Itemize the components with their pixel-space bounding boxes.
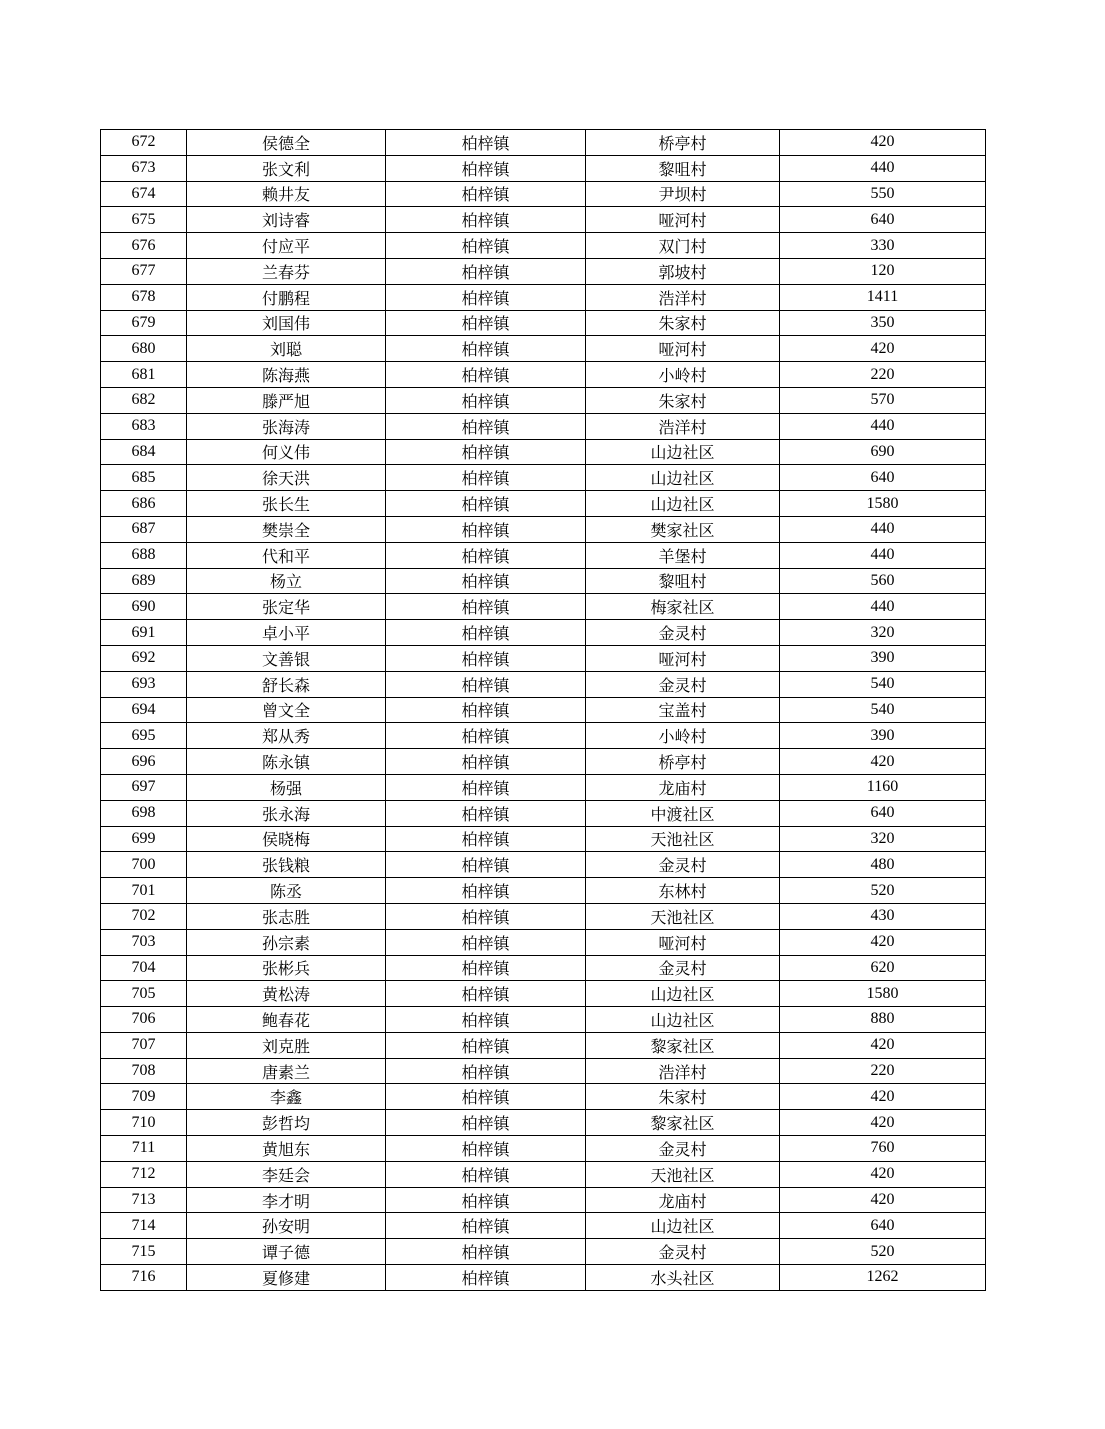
row-number: 708 — [101, 1058, 187, 1084]
row-number: 677 — [101, 258, 187, 284]
table-row — [101, 258, 986, 284]
village-name: 金灵村 — [586, 955, 780, 981]
village-name: 天池社区 — [586, 826, 780, 852]
amount-value: 440 — [780, 542, 986, 568]
table-row — [101, 568, 986, 594]
town-name: 柏梓镇 — [386, 284, 586, 310]
table-row — [101, 1058, 986, 1084]
village-name: 哑河村 — [586, 645, 780, 671]
table-row — [101, 1161, 986, 1187]
person-name: 谭子德 — [187, 1239, 386, 1265]
row-number: 676 — [101, 233, 187, 259]
village-name: 黎家社区 — [586, 1032, 780, 1058]
row-number: 698 — [101, 800, 187, 826]
person-name: 李廷会 — [187, 1161, 386, 1187]
town-name: 柏梓镇 — [386, 387, 586, 413]
table-row — [101, 1265, 986, 1291]
village-name: 尹坝村 — [586, 181, 780, 207]
town-name: 柏梓镇 — [386, 542, 586, 568]
town-name: 柏梓镇 — [386, 439, 586, 465]
table-row — [101, 362, 986, 388]
table-row — [101, 774, 986, 800]
row-number: 710 — [101, 1110, 187, 1136]
town-name: 柏梓镇 — [386, 878, 586, 904]
person-name: 滕严旭 — [187, 387, 386, 413]
town-name: 柏梓镇 — [386, 1136, 586, 1162]
table-row — [101, 749, 986, 775]
table-row — [101, 826, 986, 852]
row-number: 704 — [101, 955, 187, 981]
person-name: 陈永镇 — [187, 749, 386, 775]
table-row — [101, 1239, 986, 1265]
town-name: 柏梓镇 — [386, 1110, 586, 1136]
village-name: 浩洋村 — [586, 1058, 780, 1084]
person-name: 夏修建 — [187, 1265, 386, 1291]
village-name: 桥亭村 — [586, 130, 780, 156]
table-row — [101, 671, 986, 697]
person-name: 张定华 — [187, 594, 386, 620]
table-row — [101, 542, 986, 568]
row-number: 678 — [101, 284, 187, 310]
town-name: 柏梓镇 — [386, 1265, 586, 1291]
row-number: 695 — [101, 723, 187, 749]
town-name: 柏梓镇 — [386, 723, 586, 749]
amount-value: 390 — [780, 723, 986, 749]
amount-value: 320 — [780, 826, 986, 852]
amount-value: 640 — [780, 207, 986, 233]
village-name: 水头社区 — [586, 1265, 780, 1291]
table-row — [101, 723, 986, 749]
town-name: 柏梓镇 — [386, 310, 586, 336]
table-row — [101, 620, 986, 646]
amount-value: 560 — [780, 568, 986, 594]
person-name: 文善银 — [187, 645, 386, 671]
amount-value: 390 — [780, 645, 986, 671]
town-name: 柏梓镇 — [386, 645, 586, 671]
amount-value: 420 — [780, 1084, 986, 1110]
person-name: 付鹏程 — [187, 284, 386, 310]
town-name: 柏梓镇 — [386, 155, 586, 181]
table-row — [101, 645, 986, 671]
amount-value: 640 — [780, 1213, 986, 1239]
person-name: 孙安明 — [187, 1213, 386, 1239]
row-number: 680 — [101, 336, 187, 362]
amount-value: 420 — [780, 336, 986, 362]
village-name: 梅家社区 — [586, 594, 780, 620]
town-name: 柏梓镇 — [386, 1187, 586, 1213]
row-number: 703 — [101, 929, 187, 955]
amount-value: 480 — [780, 852, 986, 878]
row-number: 689 — [101, 568, 187, 594]
village-name: 黎咀村 — [586, 568, 780, 594]
table-row — [101, 387, 986, 413]
village-name: 双门村 — [586, 233, 780, 259]
amount-value: 1160 — [780, 774, 986, 800]
village-name: 浩洋村 — [586, 284, 780, 310]
row-number: 715 — [101, 1239, 187, 1265]
table-row — [101, 181, 986, 207]
table-row — [101, 465, 986, 491]
table-row — [101, 1213, 986, 1239]
person-name: 曾文全 — [187, 697, 386, 723]
row-number: 675 — [101, 207, 187, 233]
amount-value: 540 — [780, 671, 986, 697]
town-name: 柏梓镇 — [386, 594, 586, 620]
village-name: 桥亭村 — [586, 749, 780, 775]
table-row — [101, 852, 986, 878]
village-name: 黎家社区 — [586, 1110, 780, 1136]
village-name: 龙庙村 — [586, 1187, 780, 1213]
person-name: 付应平 — [187, 233, 386, 259]
row-number: 685 — [101, 465, 187, 491]
village-name: 小岭村 — [586, 362, 780, 388]
records-table-body — [101, 130, 986, 1291]
person-name: 李鑫 — [187, 1084, 386, 1110]
table-row — [101, 284, 986, 310]
row-number: 705 — [101, 981, 187, 1007]
town-name: 柏梓镇 — [386, 671, 586, 697]
table-row — [101, 310, 986, 336]
person-name: 张彬兵 — [187, 955, 386, 981]
town-name: 柏梓镇 — [386, 903, 586, 929]
person-name: 何义伟 — [187, 439, 386, 465]
amount-value: 430 — [780, 903, 986, 929]
amount-value: 1411 — [780, 284, 986, 310]
town-name: 柏梓镇 — [386, 1032, 586, 1058]
table-row — [101, 1007, 986, 1033]
row-number: 709 — [101, 1084, 187, 1110]
village-name: 山边社区 — [586, 491, 780, 517]
village-name: 山边社区 — [586, 465, 780, 491]
village-name: 金灵村 — [586, 1239, 780, 1265]
amount-value: 440 — [780, 155, 986, 181]
person-name: 刘克胜 — [187, 1032, 386, 1058]
village-name: 哑河村 — [586, 336, 780, 362]
table-row — [101, 697, 986, 723]
row-number: 688 — [101, 542, 187, 568]
amount-value: 350 — [780, 310, 986, 336]
person-name: 赖井友 — [187, 181, 386, 207]
row-number: 713 — [101, 1187, 187, 1213]
table-row — [101, 207, 986, 233]
row-number: 716 — [101, 1265, 187, 1291]
town-name: 柏梓镇 — [386, 1239, 586, 1265]
village-name: 龙庙村 — [586, 774, 780, 800]
person-name: 唐素兰 — [187, 1058, 386, 1084]
village-name: 中渡社区 — [586, 800, 780, 826]
amount-value: 1580 — [780, 491, 986, 517]
person-name: 张长生 — [187, 491, 386, 517]
village-name: 羊堡村 — [586, 542, 780, 568]
table-row — [101, 1110, 986, 1136]
row-number: 711 — [101, 1136, 187, 1162]
village-name: 金灵村 — [586, 1136, 780, 1162]
table-row — [101, 878, 986, 904]
row-number: 702 — [101, 903, 187, 929]
amount-value: 220 — [780, 1058, 986, 1084]
amount-value: 420 — [780, 1161, 986, 1187]
person-name: 彭哲均 — [187, 1110, 386, 1136]
village-name: 天池社区 — [586, 903, 780, 929]
amount-value: 420 — [780, 130, 986, 156]
row-number: 683 — [101, 413, 187, 439]
village-name: 郭坡村 — [586, 258, 780, 284]
table-row — [101, 903, 986, 929]
amount-value: 330 — [780, 233, 986, 259]
person-name: 黄松涛 — [187, 981, 386, 1007]
person-name: 张海涛 — [187, 413, 386, 439]
person-name: 刘诗睿 — [187, 207, 386, 233]
village-name: 山边社区 — [586, 1007, 780, 1033]
village-name: 宝盖村 — [586, 697, 780, 723]
row-number: 691 — [101, 620, 187, 646]
town-name: 柏梓镇 — [386, 620, 586, 646]
amount-value: 1580 — [780, 981, 986, 1007]
town-name: 柏梓镇 — [386, 929, 586, 955]
town-name: 柏梓镇 — [386, 465, 586, 491]
town-name: 柏梓镇 — [386, 800, 586, 826]
table-row — [101, 516, 986, 542]
row-number: 684 — [101, 439, 187, 465]
table-row — [101, 491, 986, 517]
amount-value: 1262 — [780, 1265, 986, 1291]
person-name: 刘国伟 — [187, 310, 386, 336]
village-name: 天池社区 — [586, 1161, 780, 1187]
village-name: 小岭村 — [586, 723, 780, 749]
village-name: 山边社区 — [586, 1213, 780, 1239]
person-name: 孙宗素 — [187, 929, 386, 955]
village-name: 金灵村 — [586, 671, 780, 697]
amount-value: 420 — [780, 1187, 986, 1213]
village-name: 哑河村 — [586, 929, 780, 955]
amount-value: 420 — [780, 1110, 986, 1136]
village-name: 樊家社区 — [586, 516, 780, 542]
village-name: 朱家村 — [586, 310, 780, 336]
row-number: 706 — [101, 1007, 187, 1033]
person-name: 兰春芬 — [187, 258, 386, 284]
town-name: 柏梓镇 — [386, 181, 586, 207]
amount-value: 320 — [780, 620, 986, 646]
town-name: 柏梓镇 — [386, 413, 586, 439]
town-name: 柏梓镇 — [386, 233, 586, 259]
table-row — [101, 1187, 986, 1213]
table-row — [101, 929, 986, 955]
table-row — [101, 233, 986, 259]
town-name: 柏梓镇 — [386, 749, 586, 775]
table-row — [101, 336, 986, 362]
person-name: 陈丞 — [187, 878, 386, 904]
amount-value: 640 — [780, 465, 986, 491]
person-name: 鲍春花 — [187, 1007, 386, 1033]
amount-value: 440 — [780, 594, 986, 620]
row-number: 686 — [101, 491, 187, 517]
town-name: 柏梓镇 — [386, 1084, 586, 1110]
person-name: 舒长森 — [187, 671, 386, 697]
person-name: 李才明 — [187, 1187, 386, 1213]
town-name: 柏梓镇 — [386, 491, 586, 517]
table-row — [101, 130, 986, 156]
person-name: 张文利 — [187, 155, 386, 181]
village-name: 金灵村 — [586, 620, 780, 646]
amount-value: 760 — [780, 1136, 986, 1162]
table-row — [101, 800, 986, 826]
town-name: 柏梓镇 — [386, 774, 586, 800]
amount-value: 440 — [780, 516, 986, 542]
village-name: 朱家村 — [586, 387, 780, 413]
amount-value: 420 — [780, 1032, 986, 1058]
person-name: 刘聪 — [187, 336, 386, 362]
person-name: 代和平 — [187, 542, 386, 568]
village-name: 朱家村 — [586, 1084, 780, 1110]
person-name: 杨强 — [187, 774, 386, 800]
row-number: 696 — [101, 749, 187, 775]
table-row — [101, 439, 986, 465]
table-row — [101, 981, 986, 1007]
table-row — [101, 594, 986, 620]
town-name: 柏梓镇 — [386, 1161, 586, 1187]
amount-value: 550 — [780, 181, 986, 207]
person-name: 徐天洪 — [187, 465, 386, 491]
table-row — [101, 1136, 986, 1162]
village-name: 黎咀村 — [586, 155, 780, 181]
row-number: 681 — [101, 362, 187, 388]
town-name: 柏梓镇 — [386, 336, 586, 362]
amount-value: 620 — [780, 955, 986, 981]
amount-value: 540 — [780, 697, 986, 723]
village-name: 浩洋村 — [586, 413, 780, 439]
amount-value: 520 — [780, 1239, 986, 1265]
person-name: 张志胜 — [187, 903, 386, 929]
person-name: 杨立 — [187, 568, 386, 594]
village-name: 哑河村 — [586, 207, 780, 233]
village-name: 金灵村 — [586, 852, 780, 878]
village-name: 山边社区 — [586, 981, 780, 1007]
person-name: 侯晓梅 — [187, 826, 386, 852]
row-number: 673 — [101, 155, 187, 181]
amount-value: 420 — [780, 929, 986, 955]
table-row — [101, 155, 986, 181]
table-row — [101, 1084, 986, 1110]
person-name: 樊崇全 — [187, 516, 386, 542]
amount-value: 640 — [780, 800, 986, 826]
row-number: 679 — [101, 310, 187, 336]
row-number: 697 — [101, 774, 187, 800]
table-row — [101, 1032, 986, 1058]
amount-value: 120 — [780, 258, 986, 284]
table-row — [101, 955, 986, 981]
town-name: 柏梓镇 — [386, 516, 586, 542]
row-number: 712 — [101, 1161, 187, 1187]
town-name: 柏梓镇 — [386, 826, 586, 852]
row-number: 690 — [101, 594, 187, 620]
amount-value: 220 — [780, 362, 986, 388]
row-number: 700 — [101, 852, 187, 878]
row-number: 699 — [101, 826, 187, 852]
person-name: 郑从秀 — [187, 723, 386, 749]
row-number: 692 — [101, 645, 187, 671]
row-number: 672 — [101, 130, 187, 156]
row-number: 674 — [101, 181, 187, 207]
village-name: 东林村 — [586, 878, 780, 904]
amount-value: 440 — [780, 413, 986, 439]
town-name: 柏梓镇 — [386, 852, 586, 878]
table-row — [101, 413, 986, 439]
person-name: 卓小平 — [187, 620, 386, 646]
person-name: 张钱粮 — [187, 852, 386, 878]
row-number: 694 — [101, 697, 187, 723]
row-number: 714 — [101, 1213, 187, 1239]
row-number: 687 — [101, 516, 187, 542]
town-name: 柏梓镇 — [386, 568, 586, 594]
town-name: 柏梓镇 — [386, 207, 586, 233]
town-name: 柏梓镇 — [386, 1058, 586, 1084]
row-number: 701 — [101, 878, 187, 904]
row-number: 693 — [101, 671, 187, 697]
amount-value: 420 — [780, 749, 986, 775]
person-name: 张永海 — [187, 800, 386, 826]
amount-value: 520 — [780, 878, 986, 904]
town-name: 柏梓镇 — [386, 697, 586, 723]
town-name: 柏梓镇 — [386, 981, 586, 1007]
town-name: 柏梓镇 — [386, 258, 586, 284]
person-name: 黄旭东 — [187, 1136, 386, 1162]
town-name: 柏梓镇 — [386, 362, 586, 388]
amount-value: 570 — [780, 387, 986, 413]
town-name: 柏梓镇 — [386, 1007, 586, 1033]
row-number: 707 — [101, 1032, 187, 1058]
town-name: 柏梓镇 — [386, 1213, 586, 1239]
amount-value: 690 — [780, 439, 986, 465]
row-number: 682 — [101, 387, 187, 413]
records-table — [100, 129, 986, 1291]
person-name: 陈海燕 — [187, 362, 386, 388]
town-name: 柏梓镇 — [386, 955, 586, 981]
village-name: 山边社区 — [586, 439, 780, 465]
amount-value: 880 — [780, 1007, 986, 1033]
person-name: 侯德全 — [187, 130, 386, 156]
town-name: 柏梓镇 — [386, 130, 586, 156]
